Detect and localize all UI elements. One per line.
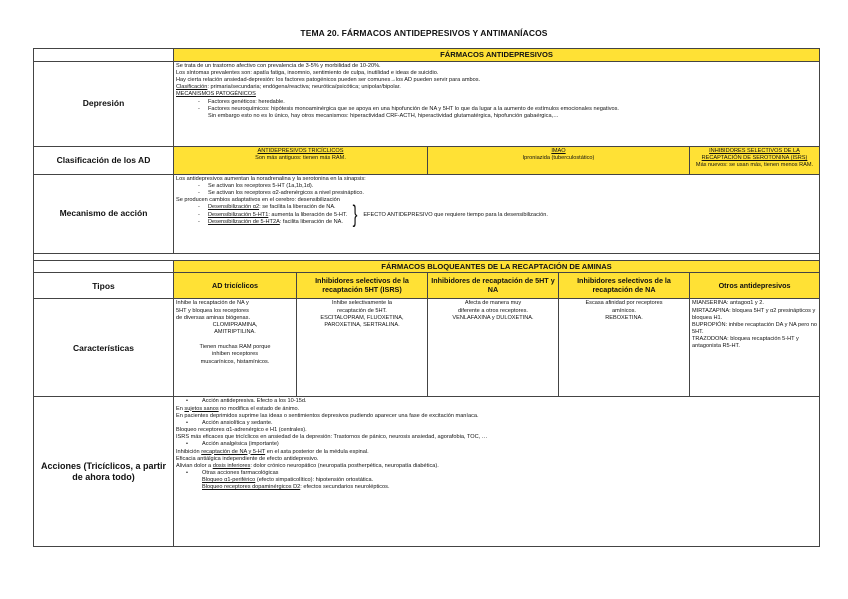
list-item: - Se activan los receptores α2-adrenérgicos a nivel presináptico.: [198, 190, 364, 197]
acciones-content: [174, 397, 820, 547]
tipo-header: Inhibidores selectivos de la recaptación 5HT (ISRS): [297, 273, 428, 299]
text-line: Bloqueo receptores α1-adrenérgico e H1 (centrales).: [176, 427, 307, 434]
clasificacion-line: [176, 84, 817, 91]
row-label-mecanismo: Mecanismo de acción: [34, 174, 174, 253]
class-title: ANTIDEPRESIVOS TRICÍCLICOS: [257, 147, 344, 154]
tipo-header: Otros antidepresivos: [690, 273, 820, 299]
text-line: ISRS más eficaces que tricíclicos en ansiedad de la depresión: Trastornos de pánico, neurosis ansiedad, agorafobia, TOC, …: [176, 434, 488, 441]
class-text: Más nuevos: se usan más, tienen menos RAM.: [695, 162, 814, 169]
bullet-item: • Otras acciones farmacológicas: [186, 470, 279, 476]
caract-otros: MIANSERINA: antagoα1 y 2. MIRTAZAPINA: bloquea 5HT y α2 presinápticos y bloquea H1. BUPROPIÓN: inhibe recaptación DA y NA pero no 5HT. TRAZODONA: bloquea recaptación 5-HT y antagonista R5-HT.: [690, 299, 820, 397]
caract-isrs: Inhibe selectivamente la recaptación de 5HT. ESCITALOPRAM, FLUOXETINA, PAROXETINA, SERTRALINA.: [297, 299, 428, 397]
spacer-row: [34, 253, 820, 260]
caract-triciclicos: Inhibe la recaptación de NA y 5HT y bloquea los receptores de diversas aminas biógenas. CLOMIPRAMINA, AMITRIPTILINA. Tienen muchas RAM porque inhiben receptores muscarínicos, histamínicos.: [174, 299, 297, 397]
class-text: Iproniazida (tuberculostático): [522, 154, 595, 161]
list-item: - Factores genéticos: heredable.: [198, 98, 285, 105]
desensibilizacion-list: [176, 204, 347, 225]
bullet-item: • Acción antidepresiva. Efecto a los 10-15d.: [186, 398, 307, 405]
row-label-acciones: Acciones (Tricíclicos, a partir de ahora todo): [34, 397, 174, 547]
row-label-caracteristicas: Características: [34, 299, 174, 397]
desensibilizacion-group: [176, 201, 817, 229]
list-item: - Desensibilización 5-HT1: aumenta la liberación de 5-HT.: [198, 211, 348, 218]
list-item: - Desensibilización de 5-HT2A: facilita liberación de NA.: [198, 218, 343, 225]
text-line: En pacientes deprimidos suprime las ideas o sentimientos depresivos pudiendo aparecer una fase de excitación maníaca.: [176, 412, 479, 419]
section-header-antidepresivos: FÁRMACOS ANTIDEPRESIVOS: [174, 49, 820, 62]
text-line: Inhibición recaptación de NA y 5-HT en el asta posterior de la médula espinal.: [176, 448, 369, 455]
bullet-item: • Acción ansiolítica y sedante.: [186, 419, 273, 426]
text-line: Alivian dolor a dosis inferiores: dolor crónico neuropático (neuropatía postherpética, neuropatía diabética).: [176, 462, 439, 469]
class-imao: [428, 146, 690, 174]
row-label-depresion: Depresión: [34, 61, 174, 146]
dash-bullet: -: [198, 190, 200, 197]
class-text: Son más antiguos: tienen más RAM.: [255, 154, 346, 161]
dash-bullet: -: [198, 98, 200, 105]
efecto-text: EFECTO ANTIDEPRESIVO que requiere tiempo para la desensibilización.: [363, 211, 548, 218]
class-title: IMAO: [551, 147, 566, 154]
clasificacion-text: : primaria/secundaria; endógena/reactiva; neurótica/psicótica; unipolar/bipolar.: [207, 84, 401, 91]
blank-cell: [34, 49, 174, 62]
dash-bullet: -: [198, 105, 200, 112]
dash-bullet: -: [198, 182, 200, 189]
list-item: - Desensibilización α2: se facilita la liberación de NA.: [198, 204, 336, 211]
text-line: Los antidepresivos aumentan la noradrenalina y la serotonina en la sinapsis:: [176, 175, 366, 182]
depresion-content: [174, 61, 820, 146]
summary-table: [33, 48, 820, 547]
list-item: - Factores neuroquímicos: hipótesis monoaminérgica que se apoya en una hipofunción de NA y 5HT lo que da lugar a la aumento de estímulos emocionales negativos.: [198, 105, 619, 112]
text-line: Se trata de un trastorno afectivo con prevalencia de 3-5% y morbilidad de 10-20%.: [176, 62, 381, 69]
bullet-item: • Acción analgésica (importante): [186, 441, 279, 448]
text-line: Bloqueo α1-periférico (efecto simpaticolítico): hipotensión ortostática.: [202, 477, 374, 484]
text-line: Eficacia antiálgica independiente de efecto antidepresivo.: [176, 455, 319, 462]
class-isrs: [690, 146, 820, 174]
text-line: Los síntomas prevalentes son: apatía fatiga, insomnio, sentimiento de culpa, inutilidad e ideas de suicidio.: [176, 69, 439, 76]
tipo-header: AD tricíclicos: [174, 273, 297, 299]
clasificacion-heading: Clasificación: [176, 84, 208, 91]
class-triciclicos: [174, 146, 428, 174]
caract-irsn: Afecta de manera muy diferente a otros receptores. VENLAFAXINA y DULOXETINA.: [428, 299, 559, 397]
text-line: Bloqueo receptores dopaminérgicos D2: efectos secundarios neurolépticos.: [202, 484, 390, 491]
row-label-tipos: Tipos: [34, 273, 174, 299]
brace-icon: }: [352, 201, 358, 229]
text-line: En sujetos sanos no modifica el estado de ánimo.: [176, 405, 300, 412]
blank-cell: [34, 260, 174, 273]
list-item: - Se activan los receptores 5-HT (1a,1b,1d).: [198, 182, 314, 189]
tipo-header: Inhibidores selectivos de la recaptación de NA: [559, 273, 690, 299]
text-line: Se producen cambios adaptativos en el cerebro: desensibilización: [176, 197, 340, 204]
mecanismos-heading: MECANISMOS PATOGÉNICOS: [176, 91, 256, 98]
tipo-header: Inhibidores de recaptación de 5HT y NA: [428, 273, 559, 299]
class-title: INHIBIDORES SELECTIVOS DE LA RECAPTACIÓN DE SEROTONINA (ISRS): [701, 147, 808, 161]
mecanismo-content: [174, 174, 820, 253]
row-label-clasificacion: Clasificación de los AD: [34, 146, 174, 174]
text-line: Hay cierta relación ansiedad-depresión: los factores patogénicos pueden ser comunes→los AD pueden servir para ambos.: [176, 77, 481, 84]
text-line: Sin embargo esto no es lo único, hay otros mecanismos: hiperactividad CRF-ACTH, hiperactividad glutamatérgica, hipofunción gabaérgica,…: [208, 112, 559, 119]
caract-irna: Escasa afinidad por receptores amínicos. REBOXETINA.: [559, 299, 690, 397]
page-title: TEMA 20. FÁRMACOS ANTIDEPRESIVOS Y ANTIMANÍACOS: [300, 28, 548, 38]
section-header-bloqueantes: FÁRMACOS BLOQUEANTES DE LA RECAPTACIÓN DE AMINAS: [174, 260, 820, 273]
